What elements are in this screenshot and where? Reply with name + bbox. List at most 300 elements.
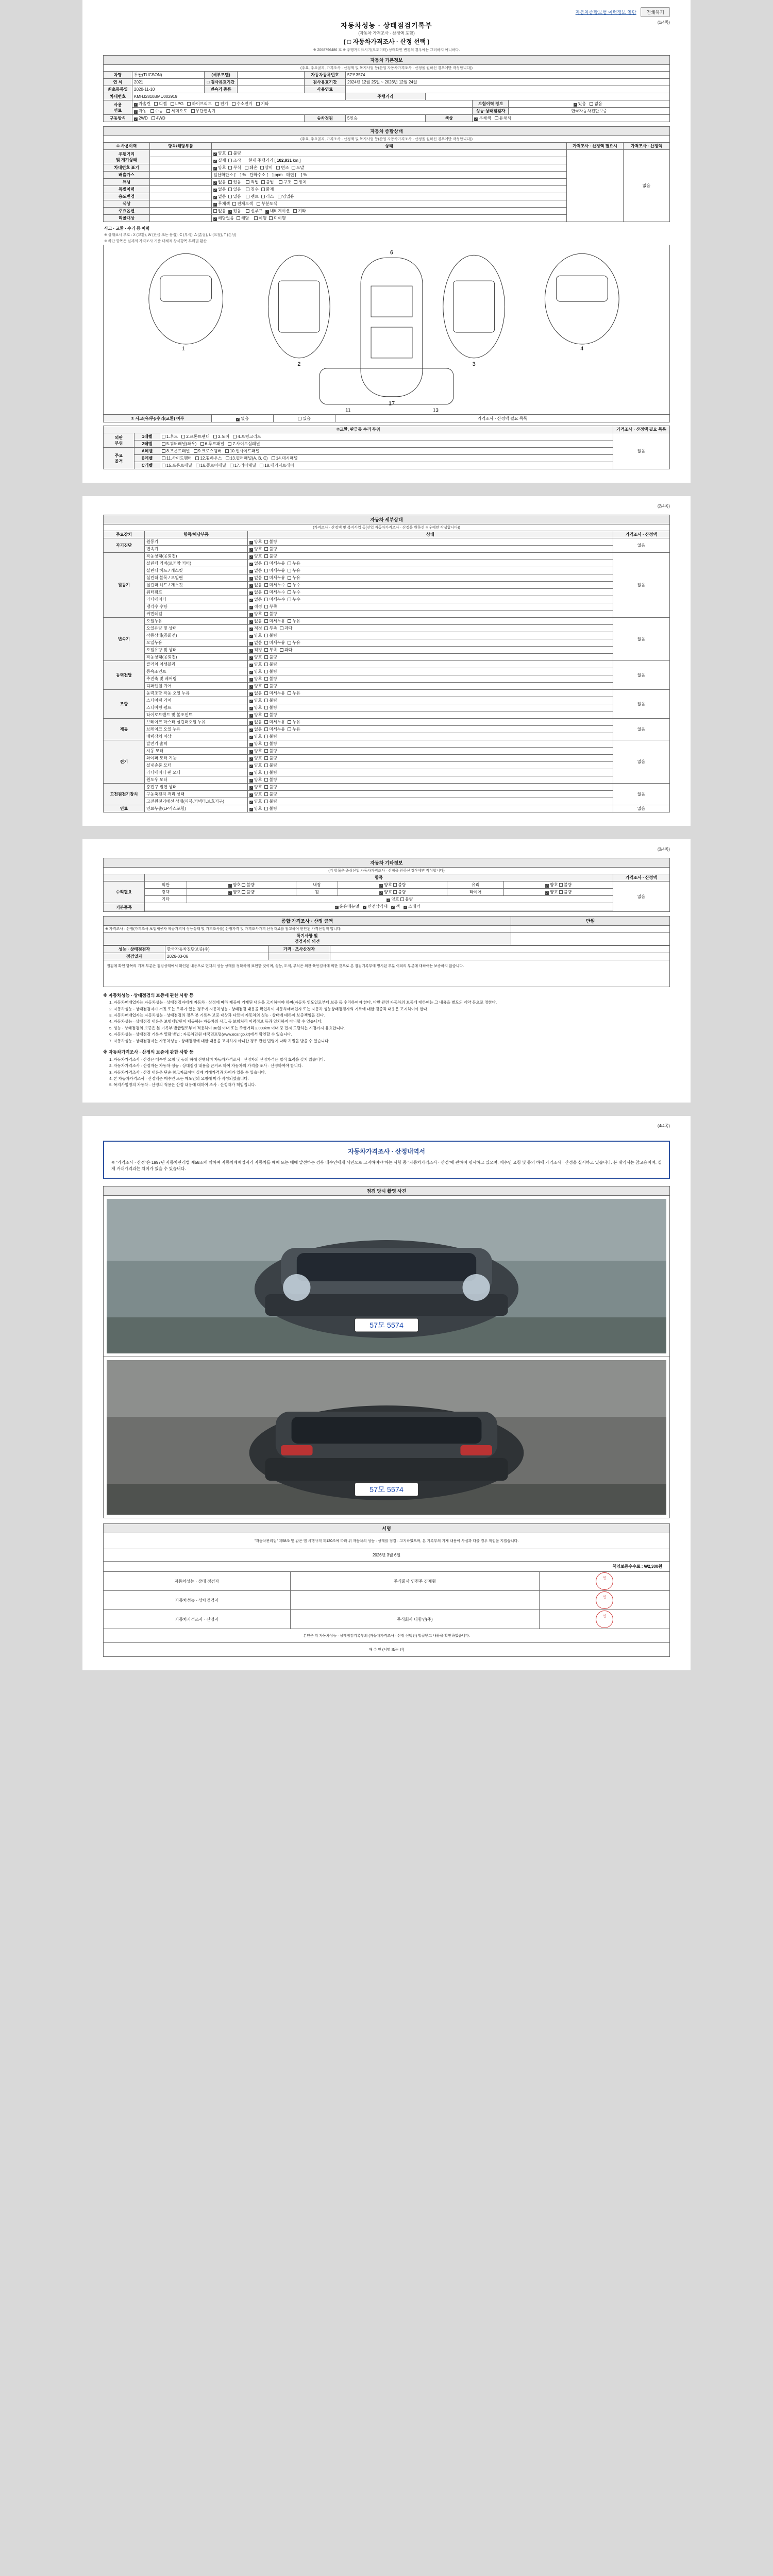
checkbox-icon[interactable] xyxy=(249,728,253,732)
detail-option[interactable]: 불량 xyxy=(264,539,277,545)
row-recall-state: ✓ 해당없음 해당 이행 미이행 xyxy=(212,215,567,222)
detail-option[interactable]: ✓ 양호 xyxy=(249,748,262,754)
row-emission-state: 일산화탄소 [ ] % 탄화수소 [ ] ppm 매연 [ ] % xyxy=(212,172,567,179)
checkbox-icon[interactable] xyxy=(249,584,253,588)
checkbox-icon[interactable] xyxy=(264,713,268,717)
detail-option[interactable]: ✓ 없음 xyxy=(249,618,262,624)
detail-item-state[interactable] xyxy=(248,589,613,596)
detail-item-state[interactable] xyxy=(248,582,613,589)
row-mileage-state: ✓양호 불량 xyxy=(212,150,567,157)
insurance-history-link[interactable]: 자동차종합보험 이력정보 열람 xyxy=(575,10,636,15)
page-3 xyxy=(82,839,691,1103)
detail-option[interactable]: 누유 xyxy=(288,568,300,573)
checkbox-icon[interactable] xyxy=(264,771,268,774)
checkbox-icon[interactable] xyxy=(264,742,268,745)
detail-item-label: 배력장치 이상 xyxy=(145,733,248,740)
detail-option[interactable]: ✓ 양호 xyxy=(249,553,262,559)
checkbox-icon[interactable] xyxy=(264,554,268,558)
checkbox-icon[interactable] xyxy=(249,563,253,566)
parts-price-need: 가격조사 · 산정액 필요 목록 xyxy=(613,426,670,433)
detail-option[interactable]: ✓ 없음 xyxy=(249,690,262,696)
detail-option[interactable]: 부족 xyxy=(264,625,277,631)
detail-option[interactable]: 누유 xyxy=(288,690,300,696)
detail-option[interactable]: 누수 xyxy=(288,597,300,602)
detail-option[interactable]: 미세누수 xyxy=(264,597,285,602)
svg-text:6: 6 xyxy=(390,249,394,256)
checkbox-icon[interactable] xyxy=(249,649,253,653)
checkbox-icon[interactable] xyxy=(249,678,253,682)
detail-option[interactable]: 부족 xyxy=(264,647,277,653)
checkbox-icon[interactable] xyxy=(288,619,291,623)
overall-state-header: 자동차 종합상태 xyxy=(104,127,670,136)
other-repair-inner: 내장 xyxy=(296,882,338,889)
detail-option[interactable]: 불량 xyxy=(264,777,277,783)
checkbox-icon[interactable] xyxy=(249,793,253,797)
detail-option[interactable]: 미세누수 xyxy=(264,589,285,595)
checkbox-icon[interactable] xyxy=(249,591,253,595)
checkbox-icon[interactable] xyxy=(249,555,253,559)
checkbox-icon[interactable] xyxy=(280,648,283,652)
detail-row xyxy=(104,596,670,603)
detail-row xyxy=(104,740,670,748)
terms-item: 3. 자동차가격조사 · 산정 내용은 단순 참고자료이며 실제 거래가격과 차이가 있을 수 있습니다. xyxy=(109,1070,266,1075)
detail-option[interactable]: 미세누유 xyxy=(264,575,285,581)
svg-text:57모 5574: 57모 5574 xyxy=(369,1486,404,1495)
detail-option[interactable]: ✓ 없음 xyxy=(249,726,262,732)
detail-option[interactable]: ✓ 없음 xyxy=(249,582,262,588)
print-button[interactable]: 인쇄하기 xyxy=(641,7,670,17)
detail-option[interactable]: 불량 xyxy=(264,546,277,552)
detail-item-state[interactable] xyxy=(248,762,613,769)
detail-option[interactable]: 미세누수 xyxy=(264,582,285,588)
checkbox-icon[interactable] xyxy=(264,648,268,652)
detail-item-state[interactable] xyxy=(248,632,613,639)
checkbox-icon[interactable] xyxy=(264,727,268,731)
detail-item-label: 브레이크 마스터 실린더오일 누유 xyxy=(145,719,248,726)
detail-option[interactable]: 누유 xyxy=(288,719,300,725)
detail-group-label: 자기진단 xyxy=(104,538,145,553)
other-repair-etc: 기타 xyxy=(145,896,187,903)
detail-option[interactable]: 누유 xyxy=(288,575,300,581)
detail-option[interactable]: 불량 xyxy=(264,676,277,682)
detail-option[interactable]: ✓ 양호 xyxy=(249,784,262,790)
final-price-unit: 만원 xyxy=(511,917,670,926)
checkbox-icon[interactable] xyxy=(288,562,291,565)
checkbox-icon[interactable] xyxy=(264,691,268,695)
label-validity-period: 검사유효기간 xyxy=(305,79,346,86)
other-repair-glass: 유리 xyxy=(447,882,504,889)
detail-option[interactable]: ✓ 양호 xyxy=(249,683,262,689)
detail-item-label: 실린더 헤드 / 개스킷 xyxy=(145,567,248,574)
detail-rows-body xyxy=(104,538,670,812)
final-remark-label: 특기사항 및 점검자의 의견 xyxy=(104,933,511,945)
value-transmission xyxy=(238,86,305,93)
detail-option[interactable]: 미세누유 xyxy=(264,726,285,732)
checkbox-icon[interactable] xyxy=(264,720,268,724)
detail-option[interactable]: 불량 xyxy=(264,662,277,667)
checkbox-icon[interactable] xyxy=(264,756,268,760)
checkbox-icon[interactable] xyxy=(249,786,253,790)
detail-item-state[interactable] xyxy=(248,769,613,776)
checkbox-icon[interactable] xyxy=(264,619,268,623)
detail-item-label: 구동축전지 격리 상태 xyxy=(145,791,248,798)
detail-row xyxy=(104,589,670,596)
detail-option[interactable]: ✓ 없음 xyxy=(249,597,262,602)
detail-item-state[interactable] xyxy=(248,553,613,560)
detail-option[interactable]: 미세누유 xyxy=(264,561,285,566)
accident-price-need: 가격조사 · 산정액 필요 목록 xyxy=(335,415,670,422)
checkbox-icon[interactable] xyxy=(249,707,253,710)
detail-row xyxy=(104,798,670,805)
detail-option[interactable]: ✓ 양호 xyxy=(249,611,262,617)
detail-item-label: 오일누유 xyxy=(145,639,248,647)
detail-item-state[interactable] xyxy=(248,661,613,668)
detail-item-state[interactable] xyxy=(248,733,613,740)
detail-item-state[interactable] xyxy=(248,704,613,711)
checkbox-icon[interactable] xyxy=(249,685,253,689)
detail-option[interactable]: ✓ 양호 xyxy=(249,799,262,804)
detail-item-state[interactable] xyxy=(248,625,613,632)
checkbox-icon[interactable] xyxy=(264,583,268,587)
detail-option[interactable]: 불량 xyxy=(264,799,277,804)
checkbox-icon[interactable] xyxy=(249,692,253,696)
checkbox-icon[interactable] xyxy=(249,779,253,783)
checkbox-icon[interactable] xyxy=(288,569,291,572)
checkbox-icon[interactable] xyxy=(264,684,268,688)
checkbox-icon[interactable] xyxy=(264,778,268,782)
checkbox-icon[interactable] xyxy=(249,606,253,609)
detail-option[interactable]: ✓ 양호 xyxy=(249,734,262,739)
detail-item-label: 오일유량 및 상태 xyxy=(145,625,248,632)
checkbox-icon[interactable] xyxy=(249,714,253,718)
detail-option[interactable]: ✓ 양호 xyxy=(249,539,262,545)
detail-item-state[interactable] xyxy=(248,567,613,574)
detail-row xyxy=(104,784,670,791)
detail-option[interactable]: 미세누유 xyxy=(264,690,285,696)
detail-option[interactable]: 누유 xyxy=(288,561,300,566)
checkbox-icon[interactable] xyxy=(288,598,291,601)
terms-item: 7. 자동차성능 · 상태점검자는 자동차성능 · 상태점검에 대한 내용을 고지하지 아니한 경우 관련 법령에 따라 처벌을 받을 수 있습니다. xyxy=(109,1038,330,1043)
checkbox-icon[interactable] xyxy=(264,807,268,810)
detail-option[interactable]: 불량 xyxy=(264,683,277,689)
checkbox-icon[interactable] xyxy=(249,628,253,631)
checkbox-icon[interactable] xyxy=(264,699,268,702)
detail-item-state[interactable] xyxy=(248,654,613,661)
detail-row xyxy=(104,683,670,690)
detail-item-state[interactable] xyxy=(248,618,613,625)
detail-item-state[interactable] xyxy=(248,668,613,675)
checkbox-icon[interactable] xyxy=(249,765,253,768)
detail-option[interactable]: ✓ 양호 xyxy=(249,633,262,638)
detail-option[interactable]: 불량 xyxy=(264,748,277,754)
detail-option[interactable]: 불량 xyxy=(264,741,277,747)
detail-option[interactable]: ✓ 양호 xyxy=(249,676,262,682)
detail-option[interactable]: ✓ 양호 xyxy=(249,791,262,797)
detail-option[interactable]: ✓ 양호 xyxy=(249,806,262,811)
checkbox-icon[interactable] xyxy=(249,743,253,747)
appraisal-notice-body: ※ "가격조사 · 산정"은 1997년 자동차관리법 제58조에 의하여 자동차매매업자가 자동차를 매매 또는 매매 알선하는 경우 매수인에게 서면으로 고지하여야 하는 사항 중 "자동차가격조사 · 산정"에 관하여 명시하고 있으며, 매수인 요청 및 동의 하에 가격조사 · 산정을 실시하고 있습니다. 본 내역서는 참고용이며, 실제 거래가격과는 차이가 있을 수 있습니다. xyxy=(111,1160,662,1172)
terms-item: 2. 자동차성능 · 상태점검자가 거짓 또는 오류가 있는 경우에 자동차성능 · 상태점검 내용을 확인하여 자동차매매업자 또는 자동차 성능상태점검자의 기록에 대한 검증과 내용은 고지하여야 한다. xyxy=(109,1006,429,1011)
detail-option[interactable]: ✓ 양호 xyxy=(249,712,262,718)
checkbox-icon[interactable] xyxy=(264,605,268,608)
checkbox-icon[interactable] xyxy=(288,720,291,724)
checkbox-icon[interactable] xyxy=(288,691,291,695)
overall-state-table xyxy=(103,126,670,222)
detail-item-state[interactable] xyxy=(248,776,613,784)
checkbox-icon[interactable] xyxy=(264,547,268,551)
detail-option[interactable]: 부족 xyxy=(264,604,277,609)
detail-option[interactable]: 불량 xyxy=(264,654,277,660)
detail-item-state[interactable] xyxy=(248,574,613,582)
detail-option[interactable]: 불량 xyxy=(264,734,277,739)
parts-price-value: 없음 xyxy=(613,433,670,469)
checkbox-icon[interactable] xyxy=(280,626,283,630)
checkbox-icon[interactable] xyxy=(264,663,268,666)
detail-option[interactable]: 미세누유 xyxy=(264,568,285,573)
checkbox-icon[interactable] xyxy=(288,576,291,580)
detail-option[interactable]: 불량 xyxy=(264,705,277,710)
detail-item-state[interactable] xyxy=(248,639,613,647)
value-model: 투싼(TUCSON) xyxy=(132,72,205,79)
other-repair-outer: 외판 xyxy=(145,882,187,889)
detail-item-label: 윈도우 모터 xyxy=(145,776,248,784)
detail-option[interactable]: 누유 xyxy=(288,640,300,646)
detail-option[interactable]: ✓ 없음 xyxy=(249,575,262,581)
detail-row xyxy=(104,762,670,769)
photo-table xyxy=(103,1186,670,1518)
checkbox-icon[interactable] xyxy=(249,671,253,674)
checkbox-icon[interactable] xyxy=(264,706,268,709)
detail-item-label: 원동기 xyxy=(145,538,248,546)
checkbox-icon[interactable] xyxy=(288,641,291,645)
parts-table xyxy=(103,426,670,469)
checkbox-icon[interactable] xyxy=(264,641,268,645)
row-options-item xyxy=(150,208,212,215)
checkbox-icon[interactable] xyxy=(264,612,268,616)
detail-item-state[interactable] xyxy=(248,690,613,697)
final-price-table xyxy=(103,916,670,945)
detail-row xyxy=(104,661,670,668)
basic-info-header: 자동차 기본정보 xyxy=(104,56,670,65)
detail-option[interactable]: ✓ 양호 xyxy=(249,777,262,783)
checkbox-icon[interactable] xyxy=(249,570,253,573)
detail-row xyxy=(104,618,670,625)
checkbox-icon[interactable] xyxy=(264,569,268,572)
checkbox-icon[interactable] xyxy=(249,721,253,725)
other-basic-label: 기본품목 xyxy=(104,903,145,912)
checkbox-icon[interactable] xyxy=(264,800,268,803)
checkbox-icon[interactable] xyxy=(249,613,253,617)
checkbox-icon[interactable] xyxy=(249,750,253,754)
detail-option[interactable]: 불량 xyxy=(264,791,277,797)
detail-item-state[interactable] xyxy=(248,675,613,683)
page-number-2: (2/4쪽) xyxy=(657,504,670,509)
label-color: 색상 xyxy=(425,115,473,122)
photo-rear-svg xyxy=(107,1360,666,1515)
detail-item-state[interactable] xyxy=(248,683,613,690)
checkbox-icon[interactable] xyxy=(249,736,253,739)
detail-option[interactable]: ✓ 양호 xyxy=(249,770,262,775)
detail-option[interactable]: 불량 xyxy=(264,770,277,775)
checkbox-icon[interactable] xyxy=(249,656,253,660)
detail-item-state[interactable] xyxy=(248,748,613,755)
checkbox-icon[interactable] xyxy=(264,598,268,601)
checkbox-icon[interactable] xyxy=(249,599,253,602)
detail-item-state[interactable] xyxy=(248,726,613,733)
detail-item-label: 스티어링 펌프 xyxy=(145,704,248,711)
detail-item-state[interactable] xyxy=(248,647,613,654)
detail-item-state[interactable] xyxy=(248,805,613,812)
detail-option[interactable]: 불량 xyxy=(264,784,277,790)
detail-group-label: 전기 xyxy=(104,740,145,784)
detail-option[interactable]: ✓ 적정 xyxy=(249,625,262,631)
checkbox-icon[interactable] xyxy=(264,735,268,738)
row-special-state: ✓ 없음 있음 침수 화재 xyxy=(212,186,567,193)
checkbox-icon[interactable] xyxy=(264,764,268,767)
checkbox-icon[interactable] xyxy=(249,664,253,667)
other-col-head: 항목 xyxy=(145,874,613,882)
checkbox-icon[interactable] xyxy=(249,801,253,804)
final-price-note: ※ 가격조사 · 산정(가격조사 보험제공자 제공가격에 성능상태 및 가격조사를) 산정가격 및 가격조사가격 산정자료를 참고하여 판단된 가격산정액 입니다. xyxy=(104,926,511,933)
detail-item-state[interactable] xyxy=(248,538,613,546)
col-item: 항목/해당부품 xyxy=(150,143,212,150)
detail-option[interactable]: 누수 xyxy=(288,589,300,595)
terms-item: 3. 자동차매매업자는 자동차성능 · 상태점검의 경우 본 기록부 보증 대상과 다르며 자동차의 성능 · 상태에 대하여 보증책임을 진다. xyxy=(109,1013,325,1018)
detail-option[interactable]: ✓ 적정 xyxy=(249,647,262,653)
detail-option[interactable]: 불량 xyxy=(264,698,277,703)
overall-state-sub: (주요, 주요골격, 가격조사 · 산정액 및 복지사업 등(산업 자동차가격조사 · 산정을 원하신 경우에만 작성합니다)) xyxy=(104,136,670,143)
detail-option[interactable]: ✓ 없음 xyxy=(249,640,262,646)
detail-option[interactable]: ✓ 없음 xyxy=(249,589,262,595)
detail-state-sub: (가격조사 · 산정액 및 복지사업 등(산업 자동차가격조사 · 산정을 원하신 경우에만 작성합니다)) xyxy=(104,524,670,531)
detail-option[interactable]: 불량 xyxy=(264,755,277,761)
detail-option[interactable]: 누유 xyxy=(288,726,300,732)
detail-item-label: 발전기 출력 xyxy=(145,740,248,748)
detail-option[interactable]: 불량 xyxy=(264,553,277,559)
detail-option[interactable]: 불량 xyxy=(264,762,277,768)
detail-option[interactable]: ✓ 없음 xyxy=(249,561,262,566)
detail-option[interactable]: ✓ 없음 xyxy=(249,568,262,573)
checkbox-icon[interactable] xyxy=(264,785,268,789)
checkbox-icon[interactable] xyxy=(249,541,253,545)
detail-option[interactable]: ✓ 양호 xyxy=(249,546,262,552)
detail-option[interactable]: ✓ 적정 xyxy=(249,604,262,609)
detail-option[interactable]: ✓ 양호 xyxy=(249,762,262,768)
detail-option[interactable]: ✓ 양호 xyxy=(249,741,262,747)
detail-option[interactable]: 과다 xyxy=(280,647,292,653)
checkbox-icon[interactable] xyxy=(249,772,253,775)
fuel-options: ✓가솔린 디젤 LPG 하이브리드 전기 수소전기 기타 xyxy=(132,100,473,108)
checkbox-icon[interactable] xyxy=(264,626,268,630)
detail-option[interactable]: 불량 xyxy=(264,806,277,811)
checkbox-icon[interactable] xyxy=(264,749,268,753)
detail-item-state[interactable] xyxy=(248,546,613,553)
checkbox-icon[interactable] xyxy=(249,808,253,811)
detail-item-state[interactable] xyxy=(248,784,613,791)
checkbox-icon[interactable] xyxy=(264,655,268,659)
basic-info-sub: (주요, 주요골격, 가격조사 · 산정액 및 복지사업 등(산업 자동차가격조사 · 산정을 원하신 경우에만 작성합니다)) xyxy=(104,65,670,72)
detail-item-state[interactable] xyxy=(248,596,613,603)
detail-item-label: 워터펌프 xyxy=(145,589,248,596)
detail-option[interactable]: ✓ 양호 xyxy=(249,669,262,674)
detail-option[interactable]: 미세누유 xyxy=(264,719,285,725)
label-insurance: 보험이력 정보 xyxy=(473,100,509,108)
row-usage-item xyxy=(150,193,212,200)
detail-item-state[interactable] xyxy=(248,798,613,805)
detail-option[interactable]: 미세누유 xyxy=(264,618,285,624)
detail-option[interactable]: 불량 xyxy=(264,611,277,617)
detail-row xyxy=(104,632,670,639)
detail-item-state[interactable] xyxy=(248,697,613,704)
detail-item-label: 와이퍼 모터 기능 xyxy=(145,755,248,762)
other-repair-glass-state: ✓ 양호 불량 xyxy=(504,882,613,889)
detail-item-state[interactable] xyxy=(248,755,613,762)
detail-option[interactable]: 불량 xyxy=(264,669,277,674)
detail-item-label: 고전원전기배선 상태(피복,커넥터,보호기구) xyxy=(145,798,248,805)
detail-option[interactable]: 과다 xyxy=(280,625,292,631)
detail-option[interactable]: ✓ 양호 xyxy=(249,654,262,660)
svg-text:11: 11 xyxy=(345,408,351,414)
checkbox-icon[interactable] xyxy=(288,590,291,594)
checkbox-icon[interactable] xyxy=(264,562,268,565)
detail-item-state[interactable] xyxy=(248,719,613,726)
detail-item-state[interactable] xyxy=(248,791,613,798)
detail-group-label: 제동 xyxy=(104,719,145,740)
detail-item-state[interactable] xyxy=(248,611,613,618)
detail-col-3: 상태 xyxy=(248,531,613,538)
checkbox-icon[interactable] xyxy=(249,635,253,638)
detail-option[interactable]: ✓ 양호 xyxy=(249,698,262,703)
checkbox-icon[interactable] xyxy=(249,642,253,646)
checkbox-icon[interactable] xyxy=(249,548,253,552)
detail-item-state[interactable] xyxy=(248,740,613,748)
detail-option[interactable]: ✓ 양호 xyxy=(249,755,262,761)
parts-level-2-items: 5.쿼터패널(좌우) 6.루프패널 7.사이드실패널 xyxy=(160,440,613,448)
checkbox-icon[interactable] xyxy=(249,700,253,703)
checkbox-icon[interactable] xyxy=(249,620,253,624)
checkbox-icon[interactable] xyxy=(264,677,268,681)
checkbox-icon[interactable] xyxy=(264,792,268,796)
detail-item-state[interactable] xyxy=(248,711,613,719)
checkbox-icon[interactable] xyxy=(288,583,291,587)
checkbox-icon[interactable] xyxy=(264,540,268,544)
accident-none: ✓ 없음 xyxy=(212,415,274,422)
detail-item-state[interactable] xyxy=(248,603,613,611)
checkbox-icon[interactable] xyxy=(264,670,268,673)
detail-option[interactable]: ✓ 없음 xyxy=(249,719,262,725)
detail-option[interactable]: ✓ 양호 xyxy=(249,705,262,710)
detail-item-state[interactable] xyxy=(248,560,613,567)
detail-option[interactable]: 미세누유 xyxy=(264,640,285,646)
detail-row xyxy=(104,647,670,654)
checkbox-icon[interactable] xyxy=(264,634,268,637)
page-title: 자동차성능 · 상태점검기록부 xyxy=(341,22,432,29)
checkbox-icon[interactable] xyxy=(249,577,253,581)
detail-option[interactable]: 누유 xyxy=(288,618,300,624)
value-insurance: ✓ 있음 없음 xyxy=(509,100,670,108)
checkbox-icon[interactable] xyxy=(249,757,253,761)
parts-frame-label: 주요 골격 xyxy=(104,448,135,469)
detail-item-label: 라디에이터 팬 모터 xyxy=(145,769,248,776)
detail-option[interactable]: 불량 xyxy=(264,633,277,638)
checkbox-icon[interactable] xyxy=(288,727,291,731)
detail-option[interactable]: ✓ 양호 xyxy=(249,662,262,667)
checkbox-icon[interactable] xyxy=(264,590,268,594)
detail-option[interactable]: 누수 xyxy=(288,582,300,588)
terms-item: 1. 자동차가격조사 · 산정은 매수인 요청 및 동의 하에 진행되며 자동차가격조사 · 산정자의 산정가격은 법적 효력을 갖지 않습니다. xyxy=(109,1057,325,1062)
detail-option[interactable]: 불량 xyxy=(264,712,277,718)
checkbox-icon[interactable] xyxy=(264,576,268,580)
